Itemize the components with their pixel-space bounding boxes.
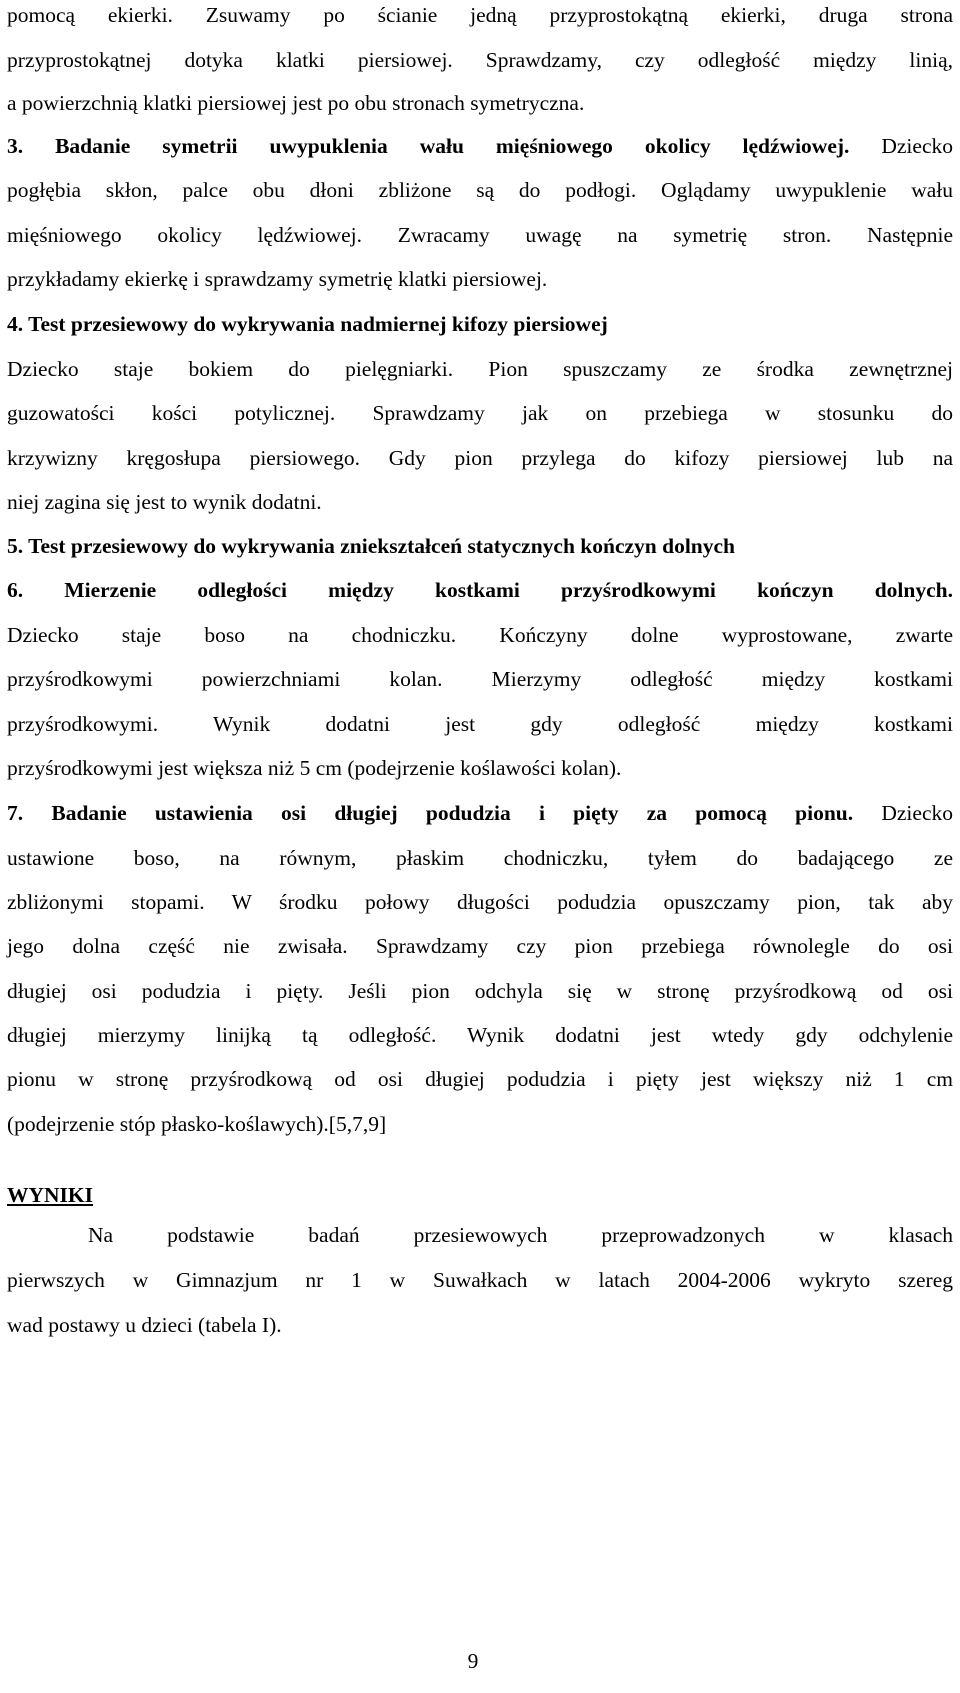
section-5-heading [7, 533, 953, 559]
line-text: Na podstawie badań przesiewowych przeprowadzonych w klasach [88, 1223, 953, 1247]
section-3-heading-line [7, 133, 953, 159]
line-text: jego dolna część nie zwisała. Sprawdzamy czy pion przebiega równolegle do osi [7, 934, 953, 958]
line-text: (podejrzenie stóp płasko-koślawych).[5,7,9] [7, 1112, 387, 1136]
section-5-title: 5. Test przesiewowy do wykrywania zniekształceń statycznych kończyn dolnych [7, 534, 736, 558]
line-text: ustawione boso, na równym, płaskim chodniczku, tyłem do badającego ze [7, 846, 953, 870]
section-4-heading [7, 311, 953, 337]
text-line-26 [7, 1111, 953, 1137]
line-text: guzowatości kości potylicznej. Sprawdzamy jak on przebiega w stosunku do [7, 401, 953, 425]
line-text: niej zagina się jest to wynik dodatni. [7, 490, 322, 514]
line-text: przyśrodkowymi jest większa niż 5 cm (podejrzenie koślawości kolan). [7, 756, 622, 780]
text-line-17 [7, 711, 953, 737]
line-text: przyśrodkowymi powierzchniami kolan. Mierzymy odległość między kostkami [7, 667, 953, 691]
text-line-25 [7, 1066, 953, 1092]
text-line-22 [7, 933, 953, 959]
text-line-3 [7, 90, 953, 116]
text-line-1 [7, 2, 953, 28]
results-line-3 [7, 1312, 953, 1338]
section-7-heading-line [7, 800, 953, 826]
results-line-2 [7, 1267, 953, 1293]
text-line-9 [7, 356, 953, 382]
line-text: przykładamy ekierkę i sprawdzamy symetrię klatki piersiowej. [7, 267, 548, 291]
line-text: przyprostokątnej dotyka klatki piersiowej. Sprawdzamy, czy odległość między linią, [7, 48, 953, 72]
line-text: mięśniowego okolicy lędźwiowej. Zwracamy uwagę na symetrię stron. Następnie [7, 223, 953, 247]
results-line-1 [7, 1222, 953, 1248]
results-heading-text: WYNIKI [7, 1183, 94, 1207]
line-text: Dziecko [849, 134, 953, 158]
line-text: Dziecko staje boso na chodniczku. Kończyny dolne wyprostowane, zwarte [7, 623, 953, 647]
line-text: Dziecko [853, 801, 953, 825]
line-text: pomocą ekierki. Zsuwamy po ścianie jedną przyprostokątną ekierki, druga strona [7, 3, 953, 27]
section-4-title: 4. Test przesiewowy do wykrywania nadmiernej kifozy piersiowej [7, 312, 608, 336]
section-6-title: 6. Mierzenie odległości między kostkami przyśrodkowymi kończyn dolnych. [7, 578, 953, 602]
line-text: pogłębia skłon, palce obu dłoni zbliżone są do podłogi. Oglądamy uwypuklenie wału [7, 178, 953, 202]
text-line-24 [7, 1022, 953, 1048]
text-line-2 [7, 47, 953, 73]
text-line-20 [7, 845, 953, 871]
text-line-15 [7, 622, 953, 648]
section-7-title: 7. Badanie ustawienia osi długiej podudzia i pięty za pomocą pionu. [7, 801, 854, 825]
text-line-10 [7, 400, 953, 426]
line-text: a powierzchnią klatki piersiowej jest po obu stronach symetryczna. [7, 91, 585, 115]
line-text: przyśrodkowymi. Wynik dodatni jest gdy odległość między kostkami [7, 712, 953, 736]
section-3-title: 3. Badanie symetrii uwypuklenia wału mięśniowego okolicy lędźwiowej. [7, 134, 850, 158]
text-line-23 [7, 978, 953, 1004]
line-text: pierwszych w Gimnazjum nr 1 w Suwałkach w latach 2004-2006 wykryto szereg [7, 1268, 953, 1292]
line-text: krzywizny kręgosłupa piersiowego. Gdy pion przylega do kifozy piersiowej lub na [7, 446, 953, 470]
text-line-6 [7, 222, 953, 248]
section-6-heading [7, 577, 953, 603]
line-text: zbliżonymi stopami. W środku połowy długości podudzia opuszczamy pion, tak aby [7, 890, 953, 914]
line-text: długiej osi podudzia i pięty. Jeśli pion odchyla się w stronę przyśrodkową od osi [7, 979, 953, 1003]
line-text: Dziecko staje bokiem do pielęgniarki. Pion spuszczamy ze środka zewnętrznej [7, 357, 953, 381]
text-line-11 [7, 445, 953, 471]
line-text: długiej mierzymy linijką tą odległość. Wynik dodatni jest wtedy gdy odchylenie [7, 1023, 953, 1047]
text-line-12 [7, 489, 953, 515]
text-line-5 [7, 177, 953, 203]
line-text: pionu w stronę przyśrodkową od osi długiej podudzia i pięty jest większy niż 1 cm [7, 1067, 953, 1091]
line-text: wad postawy u dzieci (tabela I). [7, 1313, 282, 1337]
text-line-21 [7, 889, 953, 915]
text-line-7 [7, 266, 953, 292]
page-number: 9 [467, 1649, 479, 1673]
text-line-16 [7, 666, 953, 692]
text-line-18 [7, 755, 953, 781]
results-heading [7, 1182, 953, 1208]
